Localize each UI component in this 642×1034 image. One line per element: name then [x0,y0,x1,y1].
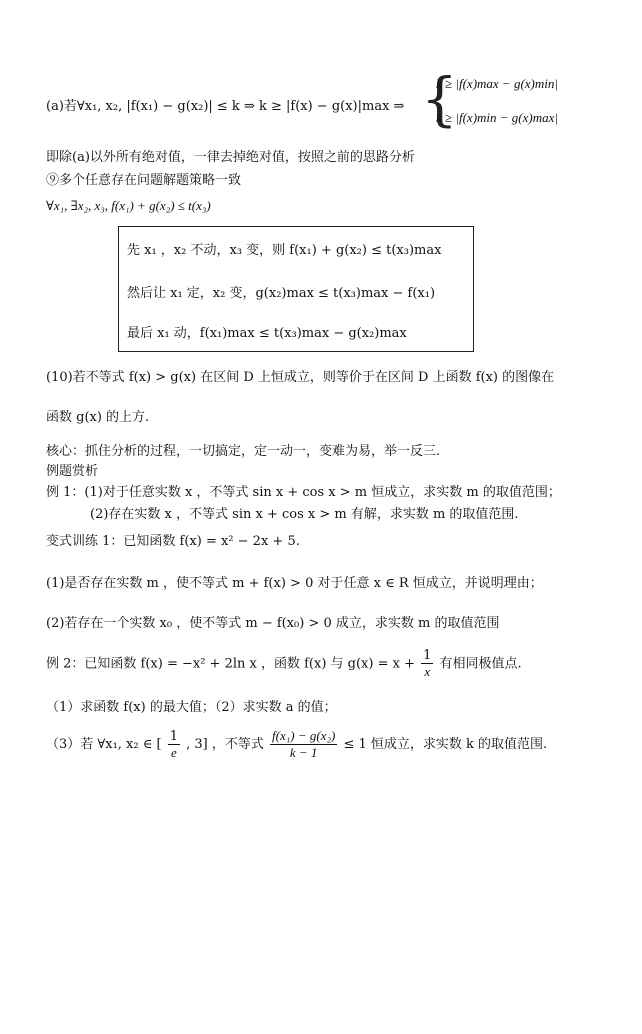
reciprocal-denominator: x [424,664,431,679]
case-a: k ≥ |f(x)max − g(x)min| [436,76,558,91]
interval-fraction [168,729,180,761]
strategy-step-3: 最后 x₁ 动，f(x₁)max ≤ t(x₃)max − g(x₂)max [127,326,407,341]
strategy-step-2: 然后让 x₁ 定，x₂ 变，g(x₂)max ≤ t(x₃)max − f(x₁) [127,286,436,301]
variant-1-part-2: (2)若存在一个实数 x₀ ，使不等式 m − f(x₀) > 0 成立，求实数 m 的取值范围 [46,616,500,631]
variant-1-title: 变式训练 1：已知函数 f(x) = x² − 2x + 5. [46,534,300,549]
strategy-heading: ⑨多个任意存在问题解题策略一致 [46,173,242,188]
rule-10-line-1: (10)若不等式 f(x) > g(x) 在区间 D 上恒成立，则等价于在区间 D 上函数 f(x) 的图像在 [46,370,555,385]
example-1-part-2: (2)存在实数 x ，不等式 sin x + cos x > m 有解，求实数 m 的取值范围. [90,507,519,522]
q3-post: ≤ 1 恒成立，求实数 k 的取值范围. [343,737,548,752]
q3-pre: （3）若 ∀x₁, x₂ ∈ [ [46,737,162,752]
example-2-pre: 例 2：已知函数 f(x) = −x² + 2ln x ，函数 f(x) 与 g(x) = x + [46,656,415,672]
example-1-part-1: 例 1：(1)对于任意实数 x ，不等式 sin x + cos x > m 恒成立，求实数 m 的取值范围； [46,485,561,500]
remove-abs-note: 即除(a)以外所有绝对值，一律去掉绝对值，按照之前的思路分析 [46,150,415,165]
example-2-title [46,648,522,680]
quantifier-inequality: ∀x₁, ∃x₂, x₃, f(x₁) + g(x₂) ≤ t(x₃) [46,198,211,213]
interval-numerator: 1 [169,728,178,744]
left-brace-icon: { [421,65,458,133]
reciprocal-fraction [421,648,433,680]
core-summary: 核心：抓住分析的过程，一切搞定，定一动一，变难为易，举一反三. [46,444,441,459]
difference-numerator: f(x₁) − g(x₂) [272,728,336,743]
example-2-post: 有相同极值点. [439,656,522,672]
difference-denominator: k − 1 [289,745,318,760]
examples-heading: 例题赏析 [46,464,99,479]
difference-fraction [270,728,337,761]
case-b: k ≥ |f(x)min − g(x)max| [436,110,558,125]
example-2-question-3 [46,728,547,761]
interval-denominator: e [170,744,177,760]
q3-mid: , 3] ，不等式 [186,737,264,752]
rule-10-line-2: 函数 g(x) 的上方. [46,410,150,425]
example-2-questions: （1）求函数 f(x) 的最大值；（2）求实数 a 的值； [46,700,337,715]
strategy-box [118,226,474,352]
reciprocal-numerator: 1 [423,648,432,663]
variant-1-part-1: (1)是否存在实数 m ，使不等式 m + f(x) > 0 对于任意 x ∈ R 恒成立，并说明理由； [46,576,543,591]
case-intro: (a)若∀x₁, x₂, |f(x₁) − g(x₂)| ≤ k ⇒ k ≥ |f(x) − g(x)|max ⇒ [46,99,405,114]
case-line-1 [46,95,404,114]
strategy-step-1: 先 x₁ ，x₂ 不动，x₃ 变，则 f(x₁) + g(x₂) ≤ t(x₃)max [127,243,442,258]
